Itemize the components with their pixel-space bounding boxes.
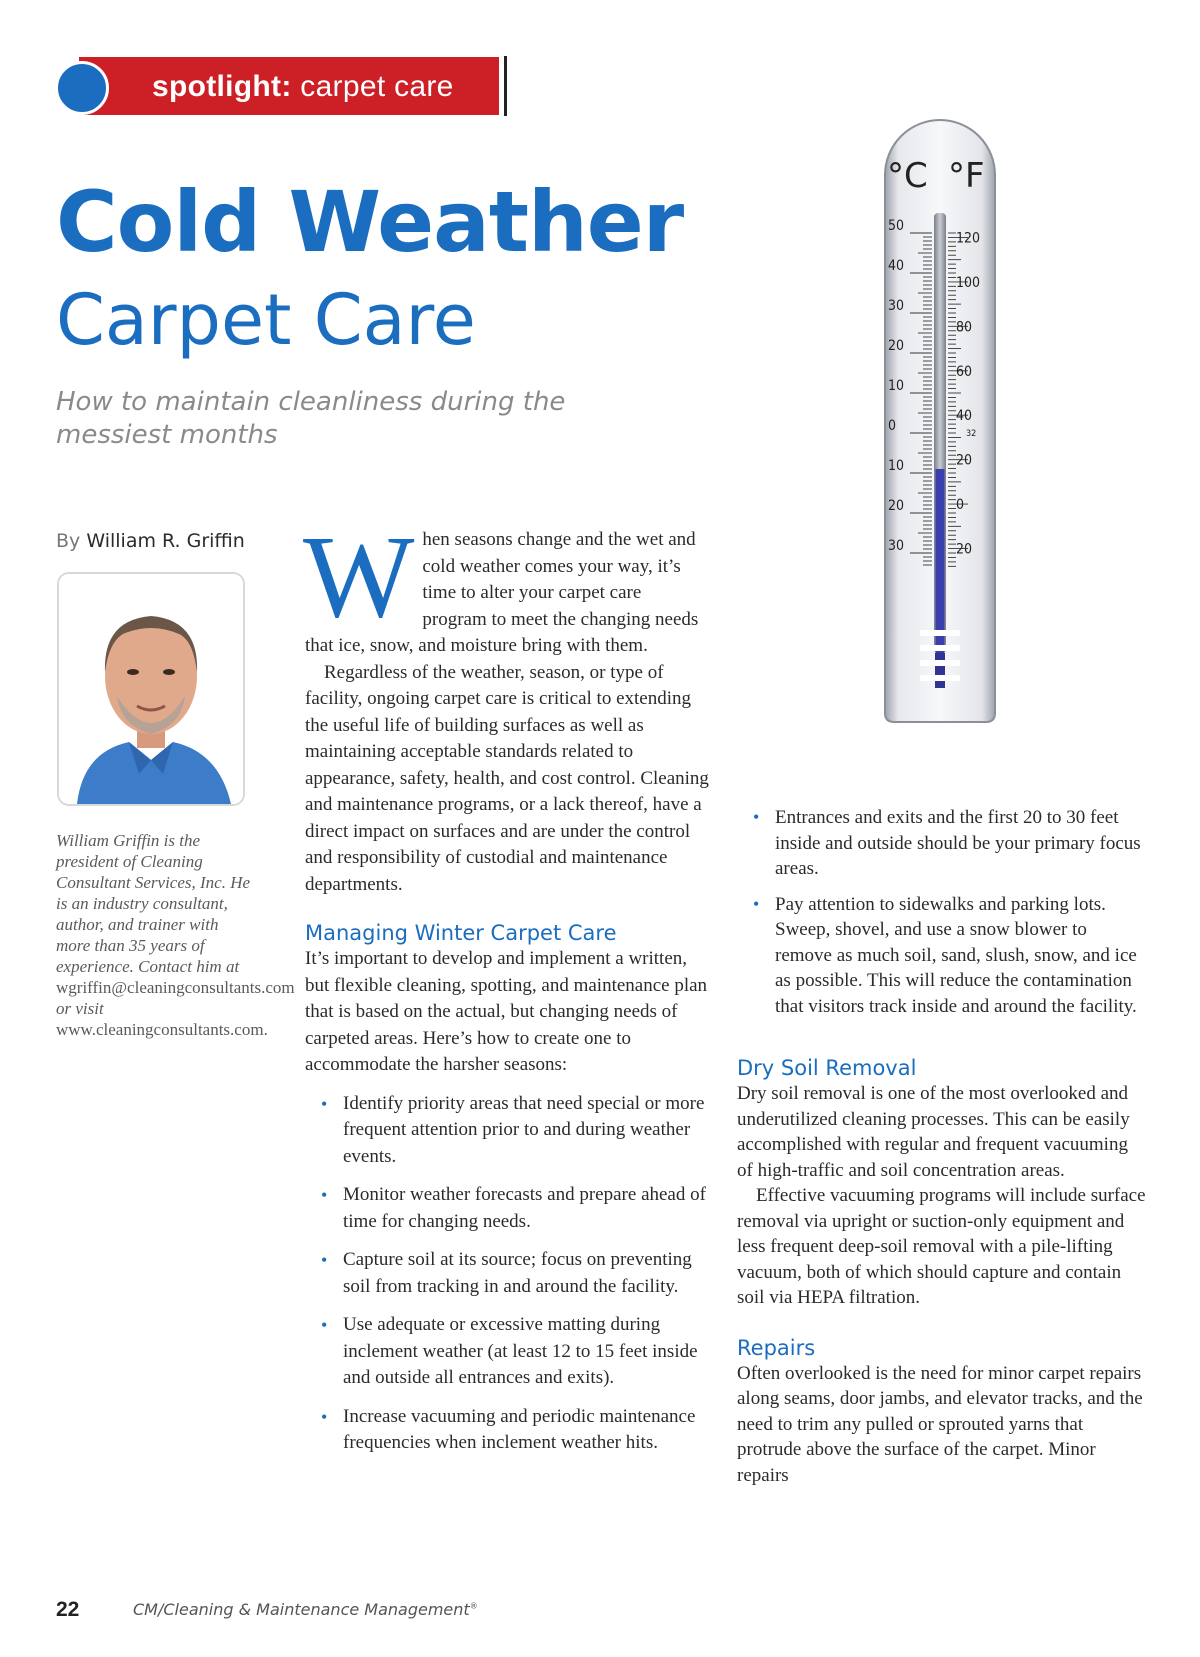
fahrenheit-label: 40	[956, 408, 973, 425]
winter-care-list	[305, 1091, 710, 1457]
drop-cap: W	[303, 511, 415, 642]
article-intro: hen seasons change and the wet and cold weather comes your way, it’s time to alter your carpet care program to meet the changing needs that ice, snow, and moisture bring with them.	[305, 529, 699, 656]
author-portrait-image	[59, 574, 243, 804]
list-item: • Pay attention to sidewalks and parking lots. Sweep, shovel, and use a snow blower to remove as much soil, sand, slush, snow, and ice as possible. This will reduce the contamination that visitors track inside and around the facility.	[737, 892, 1147, 1020]
thermometer-bulb-mark	[935, 653, 945, 688]
celsius-label: 30	[888, 538, 905, 554]
fahrenheit-label: 20	[956, 541, 973, 558]
article-column-middle	[303, 511, 710, 1457]
page-title-line2: Carpet Care	[56, 279, 476, 361]
article-paragraph-2: Regardless of the weather, season, or type of facility, ongoing carpet care is critical to extending the useful life of building surfaces as well as maintaining acceptable standards related to appearance, safety, health, and cost control. Cleaning and maintenance programs, or a lack thereof, have a direct impact on surfaces and are under the control and responsibility of custodial and maintenance departments.	[305, 661, 709, 895]
list-item: • Use adequate or excessive matting during inclement weather (at least 12 to 15 feet inside and outside all entrances and exits).	[305, 1312, 710, 1392]
section-heading-dry-soil: Dry Soil Removal	[737, 1056, 917, 1080]
dry-soil-paragraph-2: Effective vacuuming programs will include surface removal via upright or suction-only equipment and less frequent deep-soil removal with a pile-lifting vacuum, both of which should capture and contain soil via HEPA filtration.	[737, 1185, 1146, 1308]
page-title-line1: Cold Weather	[56, 173, 684, 271]
celsius-label: 20	[888, 338, 905, 354]
fahrenheit-label: 60	[956, 363, 973, 380]
list-item: • Increase vacuuming and periodic maintenance frequencies when inclement weather hits.	[305, 1404, 710, 1457]
banner-divider	[504, 56, 507, 116]
author-name: William R. Griffin	[86, 530, 245, 552]
celsius-label: 10	[888, 458, 905, 474]
celsius-label: 20	[888, 498, 905, 514]
focus-areas-list	[737, 805, 1147, 1019]
fahrenheit-symbol: °F	[948, 156, 985, 196]
bio-or-visit: or visit	[56, 999, 104, 1018]
celsius-symbol: °C	[887, 156, 928, 196]
bio-email[interactable]: wgriffin@cleaningconsultants.com	[56, 978, 295, 997]
celsius-label: 40	[888, 258, 905, 274]
byline	[56, 530, 245, 552]
fahrenheit-label: 20	[956, 452, 973, 469]
banner-circle-icon	[55, 61, 109, 115]
registered-mark: ®	[469, 1601, 478, 1611]
byline-prefix: By	[56, 530, 81, 552]
article-column-right	[737, 805, 1147, 1488]
thermometer-mercury	[936, 469, 945, 653]
list-item: • Monitor weather forecasts and prepare ahead of time for changing needs.	[305, 1182, 710, 1235]
thermometer-illustration	[880, 105, 1000, 730]
celsius-label: 50	[888, 218, 905, 234]
celsius-label: 30	[888, 298, 905, 314]
publication-title: CM/Cleaning & Maintenance Management	[133, 1600, 470, 1619]
section-heading-repairs: Repairs	[737, 1335, 816, 1360]
publication-name	[133, 1600, 478, 1619]
fahrenheit-label: 32	[966, 429, 977, 439]
page-subtitle: How to maintain cleanliness during the messiest months	[56, 387, 566, 450]
fahrenheit-label: 0	[956, 497, 965, 514]
section-label-bold: spotlight:	[152, 70, 292, 103]
list-item: • Capture soil at its source; focus on preventing soil from tracking in and around the facility.	[305, 1247, 710, 1300]
list-item: • Entrances and exits and the first 20 to 30 feet inside and outside should be your primary focus areas.	[737, 805, 1147, 882]
section-label-rest: carpet care	[291, 70, 454, 103]
celsius-label: 10	[888, 378, 905, 394]
fahrenheit-label: 120	[956, 230, 981, 247]
section-winter-care-text: It’s important to develop and implement a written, but flexible cleaning, spotting, and maintenance plan that is based on the actual, but changing needs of carpeted areas. Here’s how to create one to accommodate the harsher seasons:	[305, 948, 708, 1075]
dry-soil-paragraph-1: Dry soil removal is one of the most overlooked and underutilized cleaning processes. This can be easily accomplished with regular and frequent vacuuming of high-traffic and soil concentration areas.	[737, 1083, 1130, 1181]
fahrenheit-label: 80	[956, 319, 973, 336]
page-number: 22	[56, 1598, 80, 1621]
list-item: • Identify priority areas that need special or more frequent attention prior to and during weather events.	[305, 1091, 710, 1171]
author-photo	[57, 572, 245, 806]
author-bio	[56, 830, 295, 1040]
repairs-paragraph: Often overlooked is the need for minor carpet repairs along seams, door jambs, and elevator tracks, and the need to trim any pulled or sprouted yarns that protrude above the surface of the carpet. Minor repairs	[737, 1362, 1143, 1486]
section-heading-winter-care: Managing Winter Carpet Care	[305, 921, 617, 945]
section-label	[152, 70, 454, 104]
bio-text: William Griffin is the president of Cleaning Consultant Services, Inc. He is an industry consultant, author, and trainer with more than 35 years of experience. Contact him at	[56, 831, 251, 976]
bio-website[interactable]: www.cleaningconsultants.com.	[56, 1020, 268, 1039]
celsius-labels	[888, 218, 904, 554]
celsius-label: 0	[888, 418, 897, 434]
fahrenheit-label: 100	[956, 274, 981, 291]
